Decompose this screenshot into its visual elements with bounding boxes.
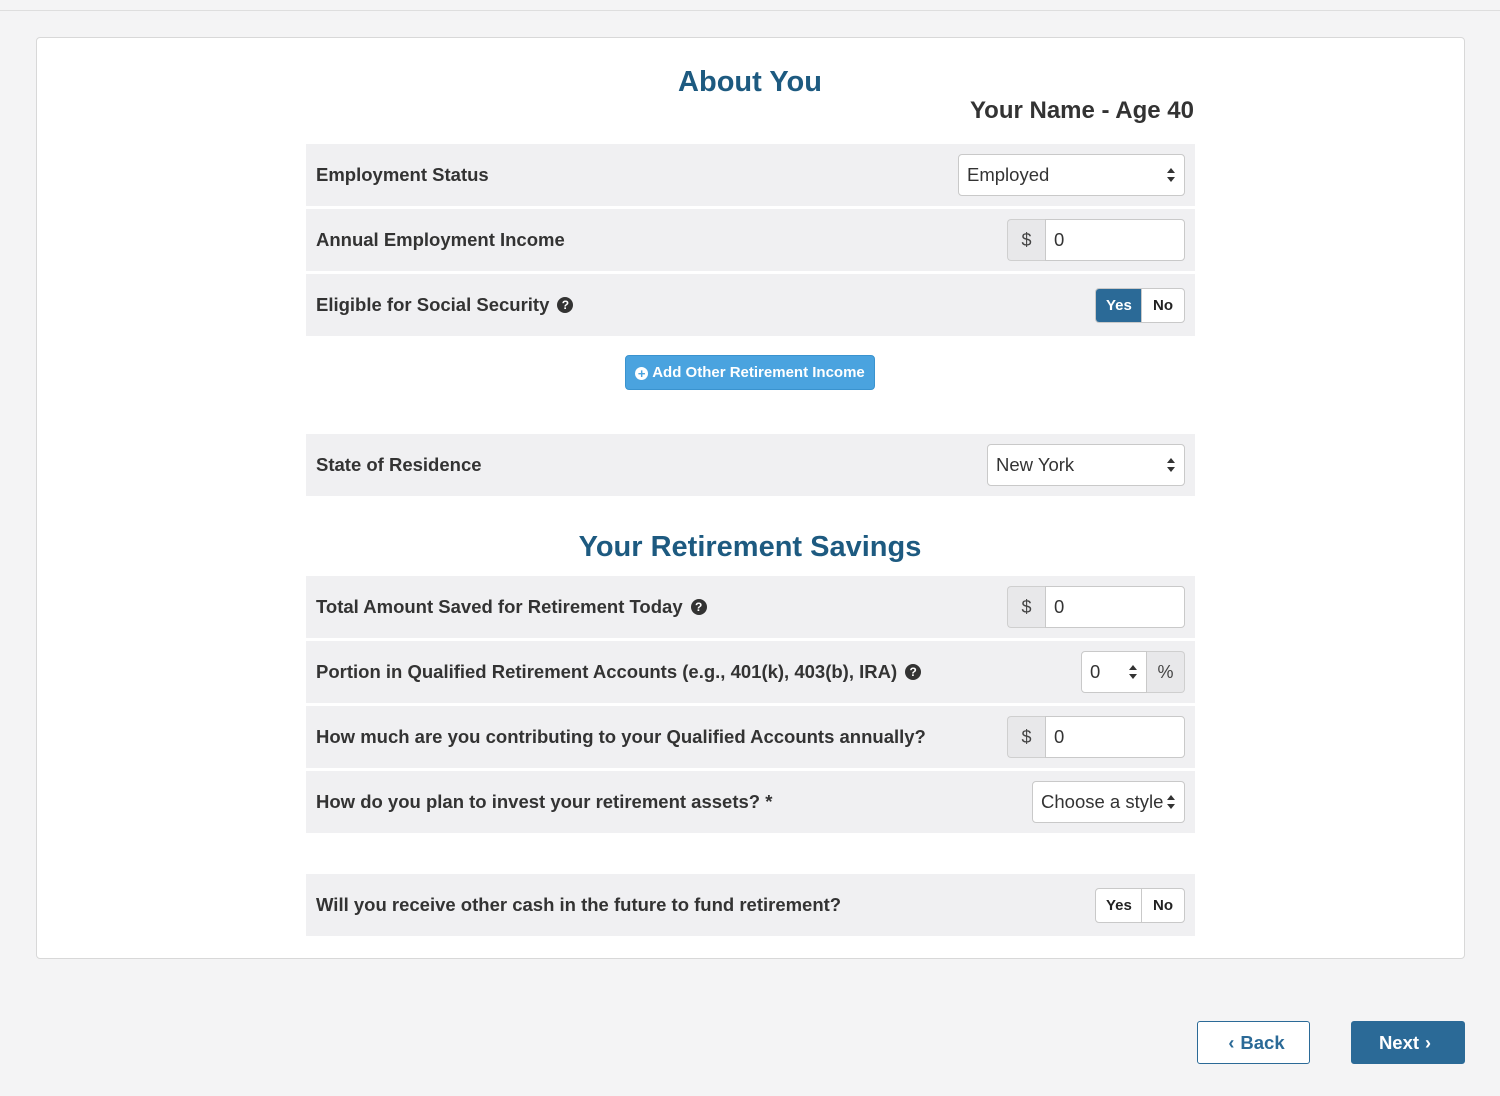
spinner-arrows-icon[interactable] (1129, 665, 1138, 679)
total-saved-label-wrap (316, 576, 707, 638)
select-arrows-icon (1167, 168, 1176, 182)
employment-status-select[interactable] (958, 154, 1185, 196)
annual-income-input[interactable]: 0 (1045, 219, 1185, 261)
plus-circle-icon: + (635, 367, 648, 380)
next-label: Next (1378, 1032, 1420, 1053)
invest-style-label: How do you plan to invest your retirement assets? * (316, 791, 773, 812)
employment-status-label: Employment Status (316, 164, 489, 185)
dollar-addon: $ (1007, 219, 1045, 261)
contributing-input[interactable]: 0 (1045, 716, 1185, 758)
dollar-addon: $ (1007, 586, 1045, 628)
state-select[interactable] (987, 444, 1185, 486)
state-label: State of Residence (316, 454, 482, 475)
next-button[interactable] (1351, 1021, 1465, 1064)
chevron-right-icon: › (1425, 1033, 1432, 1053)
top-bar (0, 0, 1500, 11)
contributing-group (1007, 716, 1185, 758)
annual-income-label: Annual Employment Income (316, 229, 565, 250)
state-value: New York (996, 454, 1075, 475)
other-cash-yes-button[interactable]: Yes (1096, 889, 1142, 922)
employment-status-row (306, 144, 1195, 206)
invest-style-row (306, 771, 1195, 833)
total-saved-input[interactable]: 0 (1045, 586, 1185, 628)
portion-qualified-label-wrap (316, 641, 921, 703)
contributing-label: How much are you contributing to your Qualified Accounts annually? (316, 726, 926, 747)
social-security-row (306, 274, 1195, 336)
chevron-left-icon: ‹ (1228, 1033, 1235, 1053)
other-cash-label: Will you receive other cash in the future to fund retirement? (316, 894, 842, 915)
other-cash-row (306, 874, 1195, 936)
social-security-label-wrap (316, 274, 573, 336)
question-circle-icon[interactable]: ? (691, 599, 707, 615)
invest-style-value: Choose a style (1041, 791, 1164, 812)
add-income-label: Add Other Retirement Income (652, 364, 865, 381)
social-security-yes-button[interactable]: Yes (1096, 289, 1142, 322)
portion-qualified-label: Portion in Qualified Retirement Accounts (e.g., 401(k), 403(b), IRA) (316, 661, 898, 682)
portion-qualified-input[interactable] (1081, 651, 1147, 693)
question-circle-icon[interactable]: ? (905, 664, 921, 680)
total-saved-row (306, 576, 1195, 638)
annual-income-group (1007, 219, 1185, 261)
percent-addon: % (1147, 651, 1185, 693)
back-label: Back (1240, 1032, 1285, 1053)
total-saved-group (1007, 586, 1185, 628)
annual-income-row (306, 209, 1195, 271)
employment-status-value: Employed (967, 164, 1050, 185)
user-name-age: Your Name - Age 40 (969, 97, 1194, 124)
invest-style-select[interactable] (1032, 781, 1185, 823)
about-you-title: About You (678, 66, 822, 98)
select-arrows-icon (1167, 458, 1176, 472)
other-cash-no-button[interactable]: No (1153, 897, 1173, 914)
contributing-row (306, 706, 1195, 768)
social-security-label: Eligible for Social Security (316, 294, 550, 315)
dollar-addon: $ (1007, 716, 1045, 758)
retirement-savings-title: Your Retirement Savings (578, 531, 922, 563)
add-other-retirement-income-button[interactable] (625, 355, 875, 390)
portion-qualified-group (1081, 651, 1185, 693)
total-saved-label: Total Amount Saved for Retirement Today (316, 596, 683, 617)
state-row (306, 434, 1195, 496)
portion-qualified-row (306, 641, 1195, 703)
question-circle-icon[interactable]: ? (557, 297, 573, 313)
back-button[interactable] (1197, 1021, 1310, 1064)
social-security-no-button[interactable]: No (1153, 297, 1173, 314)
other-cash-toggle (1095, 888, 1185, 923)
portion-qualified-value: 0 (1090, 661, 1101, 682)
social-security-toggle (1095, 288, 1185, 323)
select-arrows-icon (1167, 795, 1176, 809)
